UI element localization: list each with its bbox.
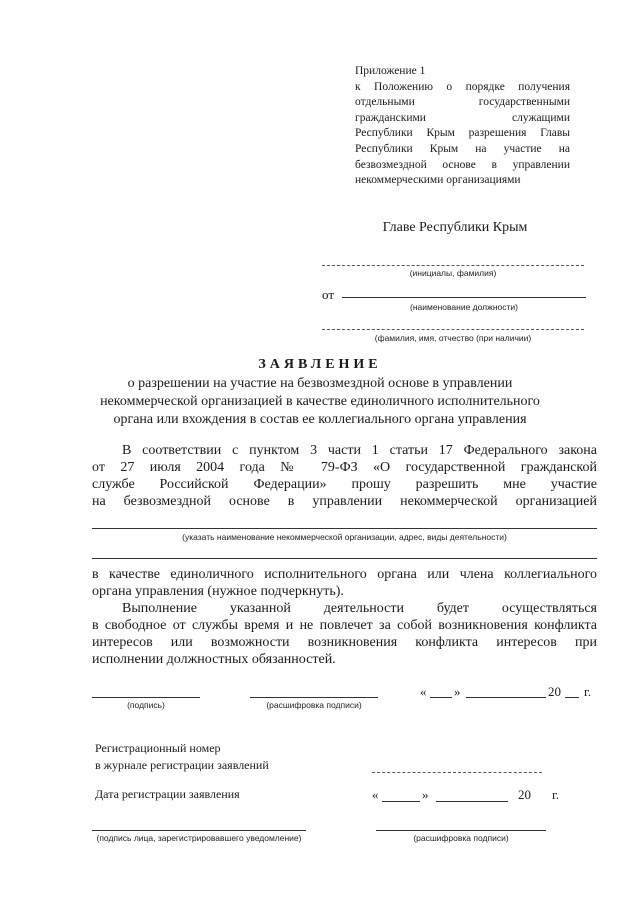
reg-date-year-prefix: 20 <box>518 787 531 802</box>
body3-line: исполнении должностных обязанностей. <box>92 652 336 667</box>
document-title: ЗАЯВЛЕНИЕ <box>258 357 382 372</box>
appendix-line: безвозмездной основе в управлении <box>355 158 570 171</box>
initials-field[interactable] <box>322 265 584 266</box>
registrar-decoding-caption: (расшифровка подписи) <box>413 833 509 843</box>
organization-field-2[interactable] <box>92 558 597 559</box>
position-caption: (наименование должности) <box>410 302 518 312</box>
date-close-quote: » <box>454 684 461 699</box>
appendix-line: некоммерческими организациями <box>355 174 521 187</box>
date-open-quote: « <box>420 684 427 699</box>
subtitle-line: некоммерческой организацией в качестве единоличного исполнительного <box>100 394 540 409</box>
position-field[interactable] <box>342 297 586 298</box>
capacity-paragraph <box>92 566 597 668</box>
signature-decoding-caption: (расшифровка подписи) <box>266 700 362 710</box>
reg-date-close-quote: » <box>422 787 429 802</box>
appendix-line: Приложение 1 <box>355 65 426 77</box>
body2-line: органа управления (нужное подчеркнуть). <box>92 584 344 599</box>
body-line: от 27 июля 2004 года № 79-ФЗ «О государственной гражданской <box>92 460 597 475</box>
subtitle-line: о разрешении на участие на безвозмездной основе в управлении <box>127 376 513 391</box>
document-subtitle <box>80 375 560 429</box>
registrar-signature-field[interactable] <box>92 830 306 831</box>
reg-date-year-suffix: г. <box>552 787 560 802</box>
subtitle-line: органа или вхождения в состав ее коллегиального органа управления <box>113 412 527 427</box>
registration-number-line: Регистрационный номер <box>95 741 221 755</box>
date-year-field[interactable] <box>565 697 579 698</box>
from-label: от <box>322 287 335 302</box>
body3-line: интересов или возможности возникновения конфликта интересов при <box>92 635 597 650</box>
registration-number-field[interactable] <box>372 772 542 773</box>
organization-field[interactable] <box>92 528 597 529</box>
date-year-prefix: 20 <box>548 684 561 699</box>
appendix-line: отдельными государственными <box>355 96 570 109</box>
appendix-line: гражданскими служащими <box>355 111 570 124</box>
date-year-suffix: г. <box>584 684 592 699</box>
registrar-decoding-field[interactable] <box>376 830 546 831</box>
appendix-line: Республики Крым на участие на <box>355 142 570 155</box>
fullname-caption: (фамилия, имя, отчество (при наличии) <box>374 333 532 343</box>
registration-number-line: в журнале регистрации заявлений <box>95 758 269 772</box>
request-paragraph <box>92 442 597 510</box>
appendix-note <box>355 64 570 189</box>
addressee: Главе Республики Крым <box>382 220 528 235</box>
reg-date-day-field[interactable] <box>382 801 420 802</box>
registrar-caption: (подпись лица, зарегистрировавшего уведомление) <box>96 833 302 843</box>
date-month-field[interactable] <box>466 697 546 698</box>
reg-date-open-quote: « <box>372 787 379 802</box>
body3-line: Выполнение указанной деятельности будет осуществляться <box>122 601 597 616</box>
date-day-field[interactable] <box>430 697 452 698</box>
body-line: службе Российской Федерации» прошу разрешить мне участие <box>92 477 597 492</box>
organization-caption: (указать наименование некоммерческой организации, адрес, виды деятельности) <box>182 532 507 542</box>
signature-caption: (подпись) <box>127 700 165 710</box>
appendix-line: Республики Крым разрешения Главы <box>355 127 570 140</box>
appendix-line: к Положению о порядке получения <box>355 80 570 93</box>
body3-line: в свободное от службы время и не повлечет за собой возникновения конфликта <box>92 618 597 633</box>
body-line: на безвозмездной основе в управлении некоммерческой организацией <box>92 494 597 509</box>
reg-date-month-field[interactable] <box>436 801 508 802</box>
signature-field[interactable] <box>92 697 200 698</box>
signature-decoding-field[interactable] <box>250 697 378 698</box>
registration-date-label: Дата регистрации заявления <box>95 787 240 801</box>
body-line: В соответствии с пунктом 3 части 1 статьи 17 Федерального закона <box>122 443 597 458</box>
fullname-field[interactable] <box>322 329 584 330</box>
initials-caption: (инициалы, фамилия) <box>409 268 497 278</box>
body2-line: в качестве единоличного исполнительного органа или члена коллегиального <box>92 567 597 582</box>
registration-number-label <box>95 740 269 774</box>
